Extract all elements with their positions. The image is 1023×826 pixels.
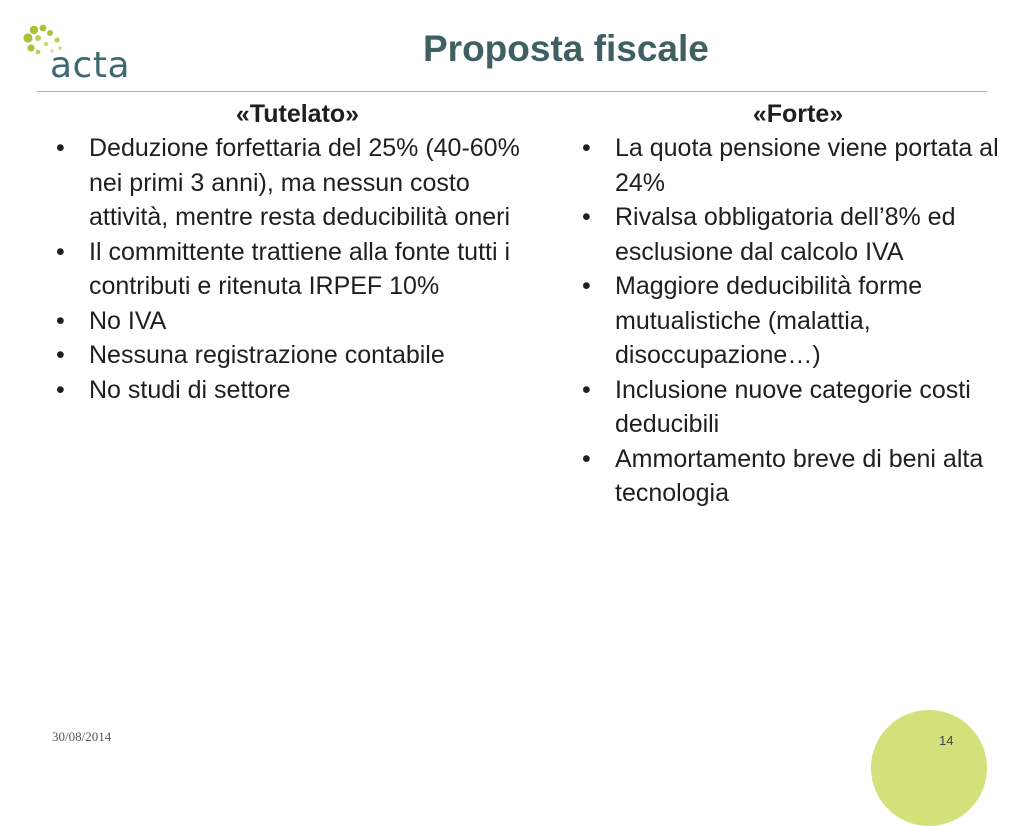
list-item (576, 442, 1020, 511)
left-column (50, 97, 545, 407)
bullet-icon: • (582, 444, 591, 473)
footer-date: 30/08/2014 (52, 729, 112, 744)
list-item-text: No IVA (89, 306, 167, 335)
list-item (50, 338, 545, 373)
list-item (50, 304, 545, 339)
list-item (576, 269, 1020, 373)
bullet-icon: • (56, 341, 65, 369)
list-item (50, 131, 545, 235)
list-item-text: Il committente trattiene alla fonte tutti i contributi e ritenuta IRPEF 10% (89, 237, 511, 300)
page-number-badge (871, 710, 987, 826)
bullet-icon: • (56, 375, 65, 404)
list-item-text: No studi di settore (89, 375, 291, 404)
bullet-icon: • (582, 203, 591, 231)
left-bullet-list (50, 131, 545, 407)
list-item-text: Ammortamento breve di beni alta tecnologia (615, 444, 984, 507)
left-column-heading: «Tutelato» (235, 100, 360, 128)
bullet-icon: • (582, 375, 591, 404)
page-number: 14 (939, 733, 954, 748)
bullet-icon: • (56, 237, 65, 266)
bullet-icon: • (582, 134, 591, 162)
bullet-icon: • (582, 272, 591, 300)
list-item-text: Maggiore deducibilità forme mutualistiche (malattia, disoccupazione…) (615, 272, 923, 369)
title-divider (37, 91, 987, 92)
list-item-text: Inclusione nuove categorie costi deducibili (615, 375, 971, 438)
list-item (50, 373, 545, 408)
acta-logo (22, 24, 152, 84)
list-item-text: Rivalsa obbligatoria dell’8% ed esclusione dal calcolo IVA (615, 203, 956, 266)
bullet-icon: • (56, 134, 65, 162)
list-item (576, 200, 1020, 269)
logo-text: acta (50, 45, 131, 86)
list-item-text: Deduzione forfettaria del 25% (40-60% nei primi 3 anni), ma nessun costo attività, mentre resta deducibilità oneri (89, 134, 520, 231)
list-item-text: La quota pensione viene portata al 24% (615, 134, 999, 197)
right-column-heading: «Forte» (752, 100, 844, 128)
slide-title: Proposta fiscale (423, 28, 709, 69)
list-item (576, 373, 1020, 442)
list-item (576, 131, 1020, 200)
list-item (50, 235, 545, 304)
list-item-text: Nessuna registrazione contabile (89, 341, 445, 369)
right-bullet-list (576, 131, 1020, 511)
right-column (576, 97, 1020, 511)
bullet-icon: • (56, 306, 65, 335)
